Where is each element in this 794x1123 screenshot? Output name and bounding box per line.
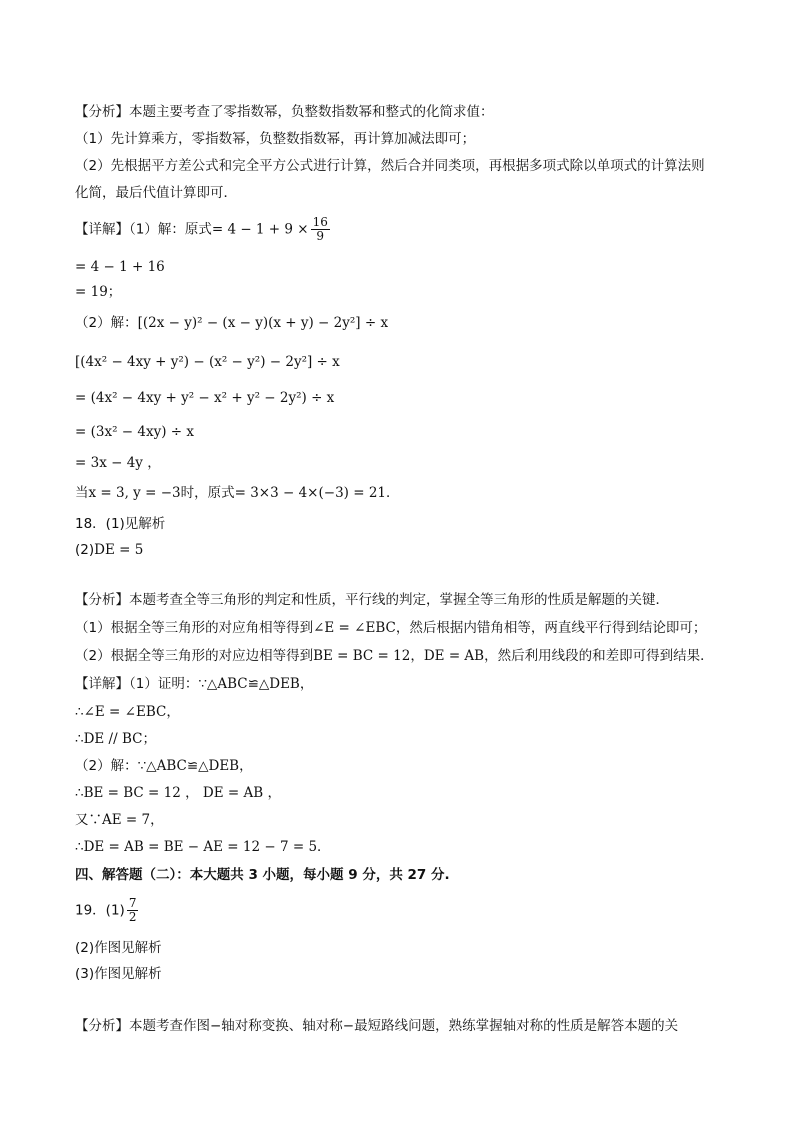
analysis-heading-19: 【分析】本题考查作图−轴对称变换、轴对称−最短路线问题，熟练掌握轴对称的性质是解答本题的关 [75,1018,679,1034]
numerator: 7 [128,896,137,910]
fraction [311,216,330,243]
numerator: 16 [312,215,328,229]
formula: ∠E = ∠EBC [313,620,396,636]
answer-19-2: (2)作图见解析 [75,940,162,956]
analysis-18-step-1 [75,619,706,637]
text: ， [239,758,253,774]
detail-18-2 [75,757,253,775]
answer-19-3: (3)作图见解析 [75,966,162,982]
text: 当 [75,485,89,501]
fraction [127,897,139,924]
formula-line: 又∵AE = 7， [75,812,164,828]
formula: BE = BC = 12 [313,648,411,664]
text: ， [299,676,314,692]
formula: DE = 5 [94,542,144,558]
text: 时，原式 [180,485,235,501]
answer-18-2 [75,541,143,559]
detail-18-1 [75,675,313,693]
text: 【详解】（1）证明： [75,676,199,692]
analysis-step-2: （2）先根据平方差公式和完全平方公式进行计算，然后合并同类项，再根据多项式除以单项式的计算法则 [75,158,705,174]
text: （2）根据全等三角形的对应边相等得到 [75,648,314,664]
formula-line: ∴∠E = ∠EBC， [75,704,180,720]
step-prefix: （2）解： [75,315,138,331]
formula-line: ∴BE = BC = 12 ， DE = AB ， [75,785,281,801]
text: 19．(1) [75,902,125,919]
formula: x = 3, y = −3 [88,485,181,501]
text: ，然后利用线段的和差即可得到结果． [484,648,714,664]
detail-prefix: 【详解】（1）解：原式 [75,221,212,238]
formula-line: = (4x² − 4xy + y² − x² + y² − 2y²) ÷ x [75,390,335,406]
formula-line: ∴DE = AB = BE − AE = 12 − 7 = 5． [75,839,331,855]
text: ， [410,648,424,664]
formula: = 3×3 − 4×(−3) = 21． [234,485,400,501]
formula-line: = 19； [75,284,122,300]
analysis-step-2-cont: 化简，最后代值计算即可． [75,185,237,201]
formula-line: = 3x − 4y ， [75,455,161,471]
formula: [(2x − y)² − (x − y)(x + y) − 2y²] ÷ x [137,315,389,331]
text: （2）解： [75,758,138,774]
analysis-18-step-2 [75,647,714,665]
formula: DE = AB [423,648,485,664]
text: ，然后根据内错角相等，两直线平行得到结论即可； [395,620,707,636]
formula-line: [(4x² − 4xy + y²) − (x² − y²) − 2y²] ÷ x [75,354,340,370]
detail-line-1 [75,216,332,243]
analysis-heading: 【分析】本题主要考查了零指数幂，负整数指数幂和整式的化简求值： [75,104,494,120]
substitution-line [75,484,400,502]
denominator: 9 [316,229,325,243]
denominator: 2 [128,910,137,924]
analysis-heading-18: 【分析】本题考查全等三角形的判定和性质，平行线的判定，掌握全等三角形的性质是解题的关键． [75,592,669,608]
formula: = 4 − 1 + 9 × [211,221,309,238]
detail-line-2 [75,314,388,332]
text: (2) [75,542,95,558]
answer-19-1 [75,897,140,924]
section-heading: 四、解答题（二）：本大题共 3 小题，每小题 9 分，共 27 分. [75,867,450,883]
answer-18-1: 18．(1)见解析 [75,516,166,532]
text: （1）根据全等三角形的对应角相等得到 [75,620,314,636]
formula-line: = (3x² − 4xy) ÷ x [75,424,194,440]
formula: ∵△ABC≌△DEB [198,676,300,692]
formula: ∵△ABC≌△DEB [137,758,240,774]
formula-line: ∴DE // BC； [75,731,156,747]
analysis-step-1: （1）先计算乘方，零指数幂，负整数指数幂，再计算加减法即可； [75,131,476,147]
formula-line: = 4 − 1 + 16 [75,259,165,275]
